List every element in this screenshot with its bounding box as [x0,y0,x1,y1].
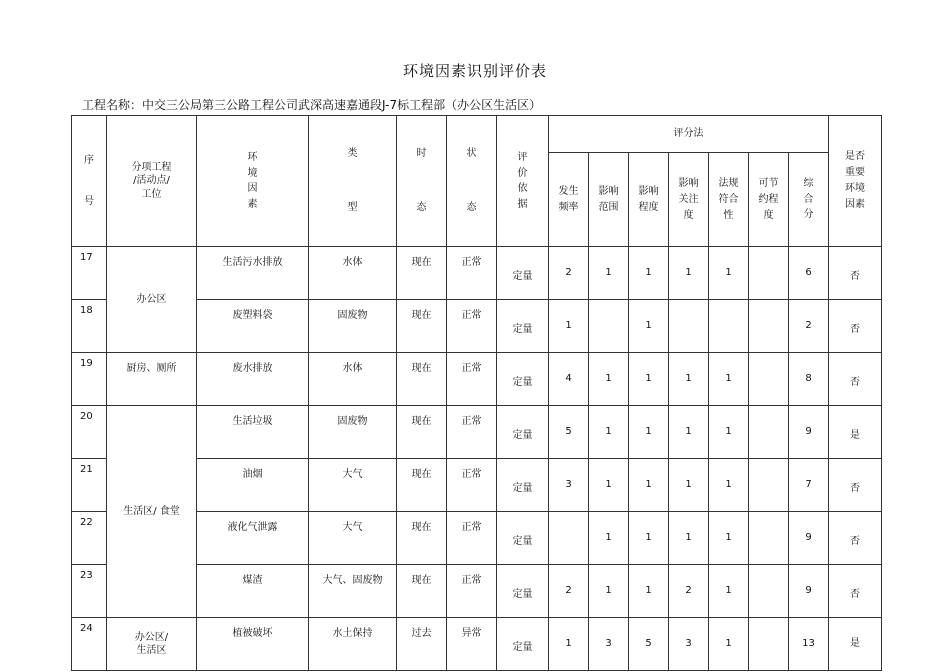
total-cell: 7 [789,459,829,512]
state-cell: 正常 [447,406,497,459]
table-row [72,618,882,671]
basis-cell: 定量 [497,618,549,671]
header-time [397,116,447,247]
header-type-top: 类 [347,148,358,160]
header-freq-text: 发生频率 [558,185,579,213]
time-cell: 现在 [397,459,447,512]
concern-cell: 3 [669,618,709,671]
compliance-cell: 1 [709,247,749,300]
degree-cell: 1 [629,300,669,353]
header-range-text: 影响范围 [598,185,619,213]
state-cell: 正常 [447,247,497,300]
header-compliance-text: 法规符合性 [718,177,739,221]
state-cell: 正常 [447,512,497,565]
header-section-l2: /活动点/ [133,175,170,187]
compliance-cell: 1 [709,353,749,406]
header-row-1 [72,116,882,153]
type-cell: 固废物 [309,406,397,459]
degree-cell: 1 [629,459,669,512]
freq-cell: 1 [549,618,589,671]
header-important-text: 是否重要环境因素 [845,151,866,210]
control-cell [749,459,789,512]
header-type-bottom: 型 [347,202,358,214]
basis-cell: 定量 [497,247,549,300]
group-office-living-l2: 生活区 [136,645,167,656]
factor-cell: 油烟 [197,459,309,512]
concern-cell [669,300,709,353]
header-compliance [709,153,749,247]
table-row [72,406,882,459]
header-section-l1: 分项工程 [131,161,172,173]
compliance-cell [709,300,749,353]
header-factor-text: 环境因素 [247,152,258,210]
time-cell: 现在 [397,353,447,406]
range-cell: 1 [589,459,629,512]
concern-cell: 1 [669,512,709,565]
range-cell: 1 [589,406,629,459]
factor-cell: 废塑料袋 [197,300,309,353]
compliance-cell: 1 [709,406,749,459]
total-cell: 6 [789,247,829,300]
header-control-text: 可节约程度 [758,177,779,221]
degree-cell: 5 [629,618,669,671]
type-cell: 大气、固废物 [309,565,397,618]
state-cell: 正常 [447,353,497,406]
factor-cell: 废水排放 [197,353,309,406]
degree-cell: 1 [629,565,669,618]
state-cell: 正常 [447,300,497,353]
basis-cell: 定量 [497,353,549,406]
freq-cell: 4 [549,353,589,406]
group-kitchen: 厨房、厕所 [107,353,197,406]
state-cell: 异常 [447,618,497,671]
header-degree [629,153,669,247]
basis-cell: 定量 [497,300,549,353]
control-cell [749,618,789,671]
time-cell: 现在 [397,300,447,353]
header-range [589,153,629,247]
header-basis-text: 评价依据 [517,152,528,210]
control-cell [749,353,789,406]
important-cell: 是 [829,618,882,671]
total-cell: 9 [789,406,829,459]
total-cell: 9 [789,565,829,618]
type-cell: 大气 [309,459,397,512]
degree-cell: 1 [629,512,669,565]
header-state [447,116,497,247]
group-office-living-l1: 办公区/ [134,631,169,643]
type-cell: 水体 [309,247,397,300]
header-total-text: 综合分 [803,178,814,221]
header-degree-text: 影响程度 [638,185,659,213]
header-index [72,116,107,247]
table-row [72,353,882,406]
important-cell: 否 [829,300,882,353]
freq-cell: 1 [549,300,589,353]
basis-cell: 定量 [497,512,549,565]
time-cell: 现在 [397,247,447,300]
type-cell: 大气 [309,512,397,565]
range-cell: 1 [589,247,629,300]
header-state-bottom: 态 [466,202,477,214]
concern-cell: 1 [669,353,709,406]
time-cell: 现在 [397,512,447,565]
important-cell: 否 [829,353,882,406]
degree-cell: 1 [629,406,669,459]
important-cell: 否 [829,247,882,300]
type-cell: 固废物 [309,300,397,353]
concern-cell: 2 [669,565,709,618]
group-office: 办公区 [107,247,197,353]
header-factor [197,116,309,247]
header-index-top: 序 [84,155,94,166]
total-cell: 9 [789,512,829,565]
group-office-living [107,618,197,671]
concern-cell: 1 [669,459,709,512]
table-row [72,247,882,300]
header-control [749,153,789,247]
range-cell: 1 [589,565,629,618]
factor-cell: 生活污水排放 [197,247,309,300]
control-cell [749,565,789,618]
row-number: 21 [72,459,107,512]
freq-cell: 5 [549,406,589,459]
freq-cell: 3 [549,459,589,512]
control-cell [749,247,789,300]
compliance-cell: 1 [709,459,749,512]
total-cell: 13 [789,618,829,671]
basis-cell: 定量 [497,406,549,459]
concern-cell: 1 [669,247,709,300]
important-cell: 否 [829,512,882,565]
factor-cell: 液化气泄露 [197,512,309,565]
row-number: 17 [72,247,107,300]
time-cell: 现在 [397,565,447,618]
header-important [829,116,882,247]
header-freq [549,153,589,247]
important-cell: 是 [829,406,882,459]
total-cell: 8 [789,353,829,406]
compliance-cell: 1 [709,618,749,671]
row-number: 18 [72,300,107,353]
degree-cell: 1 [629,353,669,406]
state-cell: 正常 [447,565,497,618]
control-cell [749,300,789,353]
compliance-cell: 1 [709,512,749,565]
header-type [309,116,397,247]
header-state-top: 状 [466,148,477,160]
time-cell: 现在 [397,406,447,459]
row-number: 20 [72,406,107,459]
range-cell: 1 [589,353,629,406]
compliance-cell: 1 [709,565,749,618]
row-number: 22 [72,512,107,565]
control-cell [749,512,789,565]
freq-cell: 2 [549,565,589,618]
important-cell: 否 [829,565,882,618]
header-section-l3: 工位 [141,188,162,200]
header-total [789,153,829,247]
header-basis [497,116,549,247]
type-cell: 水土保持 [309,618,397,671]
factor-cell: 煤渣 [197,565,309,618]
control-cell [749,406,789,459]
header-method: 评分法 [549,116,829,153]
range-cell [589,300,629,353]
header-time-bottom: 态 [416,202,427,214]
concern-cell: 1 [669,406,709,459]
degree-cell: 1 [629,247,669,300]
header-section [107,116,197,247]
row-number: 24 [72,618,107,671]
total-cell: 2 [789,300,829,353]
range-cell: 3 [589,618,629,671]
row-number: 19 [72,353,107,406]
factor-cell: 生活垃圾 [197,406,309,459]
project-name: 工程名称：中交三公局第三公路工程公司武深高速嘉通段J-7标工程部（办公区生活区） [82,98,542,112]
row-number: 23 [72,565,107,618]
page-title: 环境因素识别评价表 [402,62,547,80]
time-cell: 过去 [397,618,447,671]
type-cell: 水体 [309,353,397,406]
freq-cell: 2 [549,247,589,300]
basis-cell: 定量 [497,459,549,512]
important-cell: 否 [829,459,882,512]
factor-cell: 植被破坏 [197,618,309,671]
range-cell: 1 [589,512,629,565]
state-cell: 正常 [447,459,497,512]
header-time-top: 时 [416,148,427,160]
evaluation-table [71,115,882,671]
group-living: 生活区/ 食堂 [107,406,197,618]
basis-cell: 定量 [497,565,549,618]
header-concern [669,153,709,247]
header-index-bottom: 号 [84,195,94,207]
header-concern-text: 影响关注度 [678,177,699,221]
freq-cell [549,512,589,565]
